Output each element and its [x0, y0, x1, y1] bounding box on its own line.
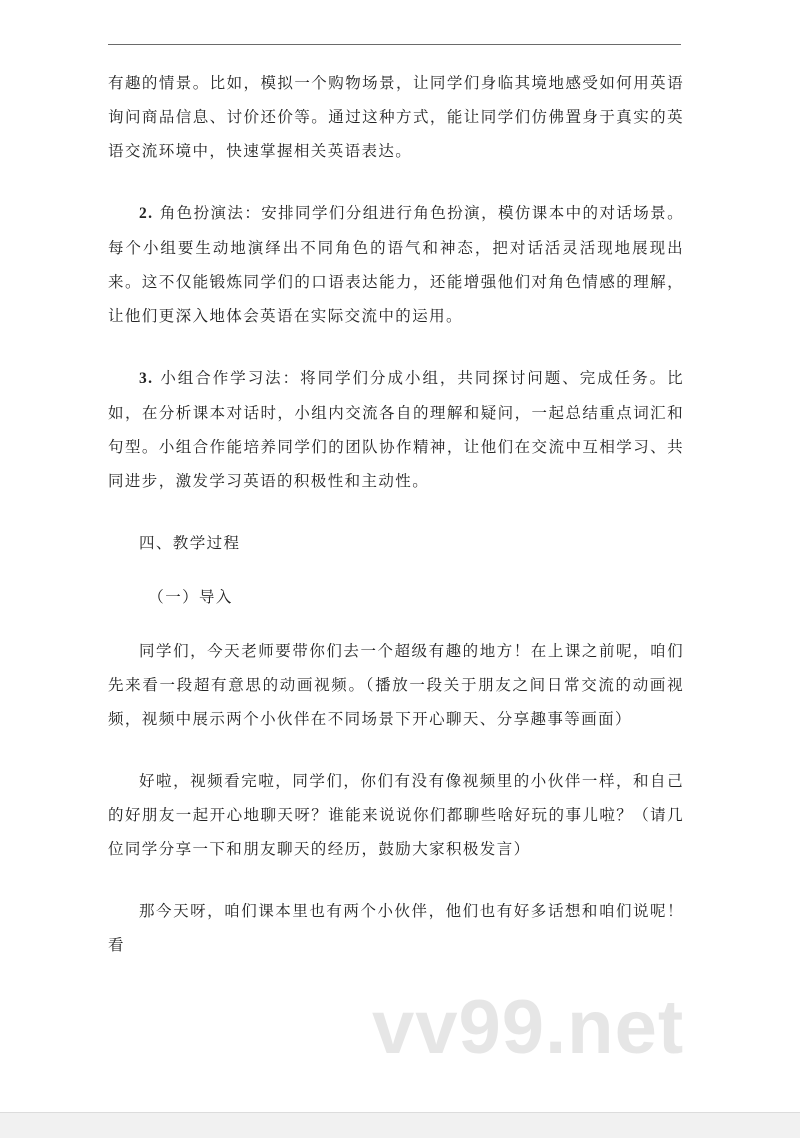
document-body — [108, 66, 684, 990]
paragraph-text: 角色扮演法：安排同学们分组进行角色扮演，模仿课本中的对话场景。每个小组要生动地演绎出不同角色的语气和神态，把对话活灵活现地展现出来。这不仅能锻炼同学们的口语表达能力，还能增强他们对角色情感的理解，让他们更深入地体会英语在实际交流中的运用。 — [108, 204, 684, 325]
list-number: 3. — [139, 370, 154, 387]
paragraph-text: 小组合作学习法：将同学们分成小组，共同探讨问题、完成任务。比如，在分析课本对话时，小组内交流各自的理解和疑问，一起总结重点词汇和句型。小组合作能培养同学们的团队协作精神，让他们在交流中互相学习、共同进步，激发学习英语的积极性和主动性。 — [108, 369, 684, 490]
paragraph-text: 有趣的情景。比如，模拟一个购物场景，让同学们身临其境地感受如何用英语询问商品信息、讨价还价等。通过这种方式，能让同学们仿佛置身于真实的英语交流环境中，快速掌握相关英语表达。 — [108, 74, 684, 160]
paragraph-role-play-method — [108, 196, 684, 333]
viewer-bottom-bar — [0, 1112, 800, 1138]
intro-paragraph: 同学们，今天老师要带你们去一个超级有趣的地方！在上课之前呢，咱们先来看一段超有意思的动画视频。（播放一段关于朋友之间日常交流的动画视频，视频中展示两个小伙伴在不同场景下开心聊天、分享趣事等画面） — [108, 642, 684, 728]
subsection-heading: （一）导入 — [148, 588, 233, 606]
header-rule — [108, 44, 681, 45]
watermark-logo: vv99.net — [372, 985, 685, 1070]
intro-paragraph: 好啦，视频看完啦，同学们，你们有没有像视频里的小伙伴一样，和自己的好朋友一起开心地聊天呀？谁能来说说你们都聊些啥好玩的事儿啦？（请几位同学分享一下和朋友聊天的经历，鼓励大家积极发言） — [108, 772, 684, 858]
intro-paragraph: 那今天呀，咱们课本里也有两个小伙伴，他们也有好多话想和咱们说呢！看 — [108, 902, 684, 954]
paragraph-group-learning-method — [108, 361, 684, 498]
paragraph-situational-method — [108, 66, 684, 168]
list-number: 2. — [139, 205, 154, 222]
section-heading: 四、教学过程 — [139, 534, 241, 552]
